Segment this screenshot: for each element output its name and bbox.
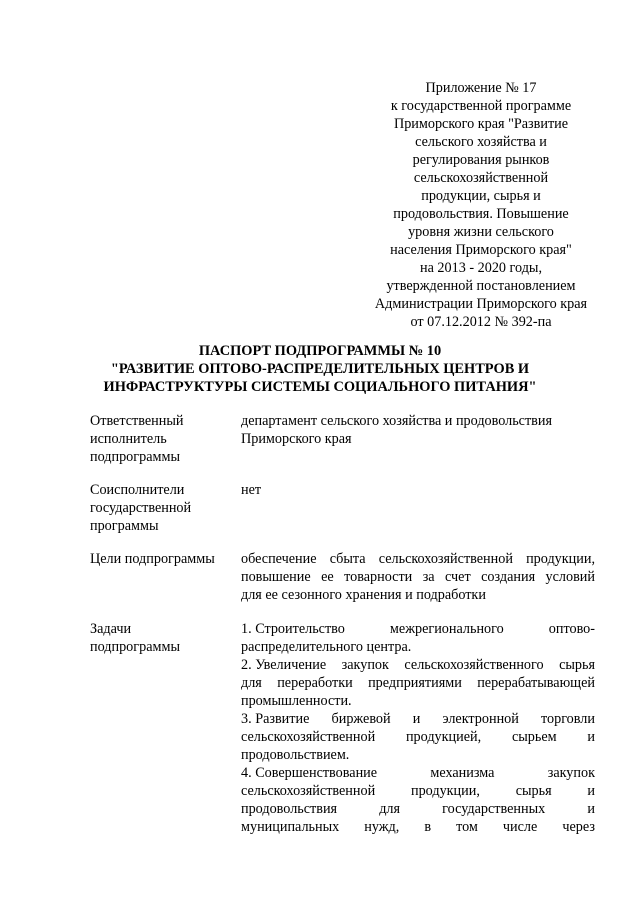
appendix-line: уровня жизни сельского: [408, 224, 554, 240]
word: через: [562, 819, 595, 835]
word: 2. Увеличение: [241, 657, 327, 673]
value-line: [241, 818, 595, 836]
value-line: [241, 620, 595, 638]
appendix-line: Приморского края "Развитие: [393, 116, 569, 132]
appendix-line: на 2013 - 2020 годы,: [420, 260, 542, 276]
word: продовольствия: [241, 801, 338, 817]
word: для: [241, 675, 262, 691]
word: межрегионального: [389, 621, 504, 637]
word: сырьем: [511, 729, 557, 745]
label-line: Соисполнители: [90, 482, 185, 498]
label-line: Задачи: [90, 621, 132, 637]
value-line: [241, 800, 595, 818]
word: товарности: [344, 569, 413, 585]
word: и: [587, 729, 595, 745]
word: повышение: [241, 569, 311, 585]
row-value: [241, 620, 595, 836]
value-line: распределительного центра.: [241, 639, 412, 655]
word: продукцией,: [405, 729, 482, 745]
word: биржевой: [331, 711, 391, 727]
word: числе: [502, 819, 538, 835]
appendix-line: сельского хозяйства и: [415, 134, 547, 150]
label-line: государственной: [90, 500, 192, 516]
appendix-line: Приложение № 17: [425, 80, 537, 96]
value-line: [241, 764, 595, 782]
appendix-line: к государственной программе: [390, 98, 572, 114]
word: сбыта: [329, 551, 366, 567]
word: продукции,: [526, 551, 595, 567]
word: сырья: [559, 657, 595, 673]
label-line: программы: [90, 518, 159, 534]
row-label: [90, 481, 230, 535]
word: перерабатывающей: [477, 675, 595, 691]
title-line: ИНФРАСТРУКТУРЫ СИСТЕМЫ СОЦИАЛЬНОГО ПИТАНИЯ": [103, 379, 537, 395]
appendix-line: населения Приморского края": [390, 242, 572, 258]
row-label: [90, 412, 230, 466]
word: оптово-: [548, 621, 595, 637]
word: 3. Развитие: [241, 711, 310, 727]
word: и: [587, 801, 595, 817]
word: обеспечение: [241, 551, 317, 567]
row-label: [90, 620, 230, 656]
word: том: [456, 819, 478, 835]
word: 1. Строительство: [241, 621, 345, 637]
row-value: [241, 481, 595, 499]
value-line: нет: [241, 482, 262, 498]
word: создания: [481, 569, 536, 585]
word: 4. Совершенствование: [241, 765, 378, 781]
document-title: [60, 342, 580, 396]
word: сельскохозяйственного: [404, 657, 544, 673]
value-line: продовольствием.: [241, 747, 350, 763]
label-line: подпрограммы: [90, 639, 180, 655]
value-line: [241, 710, 595, 728]
word: и: [587, 783, 595, 799]
appendix-line: утвержденной постановлением: [386, 278, 576, 294]
label-line: исполнитель: [90, 431, 167, 447]
word: за: [422, 569, 435, 585]
label-line: подпрограммы: [90, 449, 180, 465]
word: счет: [445, 569, 471, 585]
appendix-line: регулирования рынков: [412, 152, 550, 168]
value-line: [241, 728, 595, 746]
value-line: [241, 550, 595, 568]
value-line: [241, 674, 595, 692]
word: ее: [321, 569, 334, 585]
word: торговли: [541, 711, 595, 727]
title-line: "РАЗВИТИЕ ОПТОВО-РАСПРЕДЕЛИТЕЛЬНЫХ ЦЕНТРОВ И: [110, 361, 530, 377]
value-line: для ее сезонного хранения и подработки: [241, 587, 486, 603]
word: механизма: [430, 765, 495, 781]
word: сельскохозяйственной: [241, 783, 376, 799]
appendix-line: продукции, сырья и: [421, 188, 541, 204]
appendix-line: от 07.12.2012 № 392-па: [410, 314, 552, 330]
word: сырья: [515, 783, 552, 799]
word: продукции,: [410, 783, 480, 799]
word: условий: [545, 569, 595, 585]
word: сельскохозяйственной: [241, 729, 376, 745]
value-line: [241, 782, 595, 800]
word: электронной: [442, 711, 519, 727]
label-line: Ответственный: [90, 413, 184, 429]
label-line: Цели подпрограммы: [90, 551, 215, 567]
value-line: Приморского края: [241, 431, 352, 447]
word: и: [412, 711, 421, 727]
title-line: ПАСПОРТ ПОДПРОГРАММЫ № 10: [198, 343, 442, 359]
appendix-line: сельскохозяйственной: [413, 170, 549, 186]
word: нужд,: [364, 819, 400, 835]
word: закупок: [341, 657, 389, 673]
row-value: [241, 550, 595, 604]
value-line: промышленности.: [241, 693, 352, 709]
appendix-block: [366, 79, 596, 331]
word: переработки: [277, 675, 353, 691]
value-line: [241, 568, 595, 586]
word: муниципальных: [241, 819, 340, 835]
word: государственных: [442, 801, 546, 817]
appendix-line: Администрации Приморского края: [374, 296, 588, 312]
value-line: [241, 656, 595, 674]
word: в: [424, 819, 432, 835]
word: предприятиями: [368, 675, 462, 691]
word: для: [379, 801, 401, 817]
row-value: [241, 412, 595, 448]
row-label: [90, 550, 230, 568]
value-line: департамент сельского хозяйства и продовольствия: [241, 413, 553, 429]
appendix-line: продовольствия. Повышение: [393, 206, 569, 222]
word: закупок: [547, 765, 595, 781]
word: сельскохозяйственной: [378, 551, 513, 567]
